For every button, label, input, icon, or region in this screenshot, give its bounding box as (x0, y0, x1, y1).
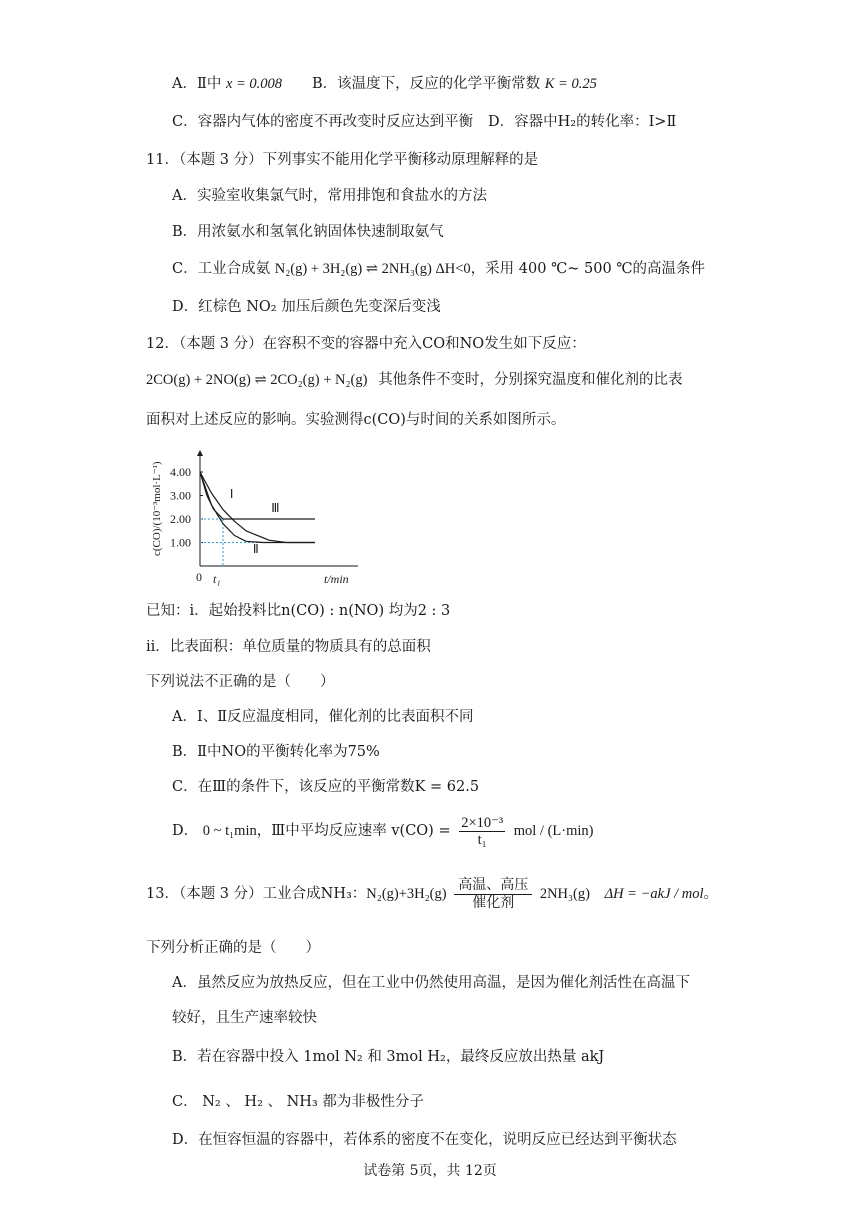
y-axis-arrow (197, 450, 203, 456)
q10-option-a (172, 74, 282, 94)
q13-eq-left: N₂(g)+3H₂(g) (366, 886, 447, 902)
q11-stem: 11．（本题 3 分）下列事实不能用化学平衡移动原理解释的是 (146, 152, 539, 168)
series-line-3 (200, 472, 315, 519)
q10-b-math: K = 0.25 (544, 76, 597, 92)
series-line-2 (200, 472, 315, 543)
q13-eq-right: 2NH₃(g) (539, 886, 590, 902)
y-tick-label: 4.00 (170, 465, 191, 479)
q12-eq-tail: 其他条件不变时，分别探究温度和催化剂的比表 (378, 372, 683, 388)
series-label-1: Ⅰ (229, 486, 234, 501)
q13-stem-pre: 13．（本题 3 分）工业合成NH₃： (146, 886, 367, 902)
t1-label: t₁ (213, 572, 221, 586)
q12-stem: 12．（本题 3 分）在容积不变的容器中充入CO和NO发生如下反应： (146, 336, 586, 352)
cco-time-graph (146, 448, 358, 590)
q10-a-text: A．Ⅱ中 (172, 76, 222, 92)
x-axis-label: t/min (324, 572, 349, 586)
q13-option-c: C． N₂ 、 H₂ 、 NH₃ 都为非极性分子 (172, 1094, 424, 1110)
q12-d-unit: mol / (L·min) (513, 823, 594, 839)
q12-option-c: C．在Ⅲ的条件下，该反应的平衡常数K = 62.5 (172, 779, 480, 795)
q13-stem (146, 874, 718, 914)
q10-option-c (172, 112, 473, 132)
q11-option-d: D．红棕色 NO₂ 加压后颜色先变深后变浅 (172, 299, 441, 315)
q13-option-a-line1: A．虽然反应为放热反应，但在工业中仍然使用高温，是因为催化剂活性在高温下 (172, 975, 690, 991)
q13-ask: 下列分析正确的是（ ） (146, 940, 320, 956)
q12-d-range: 0 ~ t₁min (202, 823, 257, 839)
y-axis-label: c(CO)/(10⁻³mol·L⁻¹) (151, 461, 163, 556)
q13-dh: ΔH = −akJ / mol (604, 886, 704, 902)
y-tick-label: 3.00 (170, 488, 191, 503)
q10-option-b (312, 74, 597, 94)
series-label-3: Ⅲ (271, 500, 280, 515)
q13-option-a-line2: 较好，且生产速率较快 (172, 1010, 317, 1026)
q12-option-d (172, 812, 594, 850)
q12-d-fraction (459, 815, 505, 848)
q12-ask: 下列说法不正确的是（ ） (146, 674, 335, 690)
q12-d-mid: ，Ⅲ中平均反应速率 v(CO) = (256, 823, 451, 839)
q12-equation: 2CO(g) + 2NO(g) ⇌ 2CO₂(g) + N₂(g) (146, 372, 368, 388)
q12-line2: 面积对上述反应的影响。实验测得c(CO)与时间的关系如图所示。 (146, 412, 566, 428)
q13-cond-top: 高温、高压 (454, 877, 532, 895)
q13-option-d: D．在恒容恒温的容器中，若体系的密度不在变化，说明反应已经达到平衡状态 (172, 1132, 677, 1148)
q12-known-2: ii．比表面积：单位质量的物质具有的总面积 (146, 639, 431, 655)
q10-a-math: x = 0.008 (225, 76, 283, 92)
q11-c-post: ，采用 400 ℃~ 500 ℃的高温条件 (470, 261, 706, 277)
q12-d-denominator: t₁ (477, 831, 487, 848)
q13-option-b: B．若在容器中投入 1mol N₂ 和 3mol H₂，最终反应放出热量 akJ (172, 1049, 605, 1065)
q12-d-numerator: 2×10⁻³ (461, 814, 504, 831)
q11-option-b: B．用浓氨水和氢氧化钠固体快速制取氨气 (172, 224, 444, 240)
q11-c-pre: C．工业合成氨 (172, 261, 271, 277)
origin-label: 0 (196, 570, 202, 584)
q12-equation-line (146, 370, 683, 390)
q10-option-d (488, 112, 676, 132)
y-tick-label: 1.00 (170, 535, 191, 550)
page-footer: 试卷第 5页，共 12页 (363, 1163, 497, 1179)
q11-option-c (172, 259, 705, 279)
q13-condition (454, 877, 532, 912)
q10-d-text: D．容器中H₂的转化率：Ⅰ>Ⅱ (488, 114, 677, 130)
series-line-1 (200, 472, 315, 543)
q12-d-pre: D． (172, 823, 199, 839)
q12-known-1: 已知：i．起始投料比n(CO) : n(NO) 均为2 : 3 (146, 603, 451, 619)
q10-b-text: B．该温度下，反应的化学平衡常数 (312, 76, 541, 92)
q12-option-b: B．Ⅱ中NO的平衡转化率为75% (172, 744, 380, 760)
q11-option-a: A．实验室收集氯气时，常用排饱和食盐水的方法 (172, 188, 487, 204)
q13-stem-end: 。 (703, 886, 719, 902)
q11-c-equation: N₂(g) + 3H₂(g) ⇌ 2NH₃(g) ΔH<0 (274, 261, 471, 277)
q12-option-a: A．Ⅰ、Ⅱ反应温度相同，催化剂的比表面积不同 (172, 709, 474, 725)
q13-cond-bottom: 催化剂 (472, 894, 515, 911)
y-tick-label: 2.00 (170, 512, 191, 526)
q10-c-text: C．容器内气体的密度不再改变时反应达到平衡 (172, 114, 474, 130)
series-label-2: Ⅱ (252, 542, 259, 557)
